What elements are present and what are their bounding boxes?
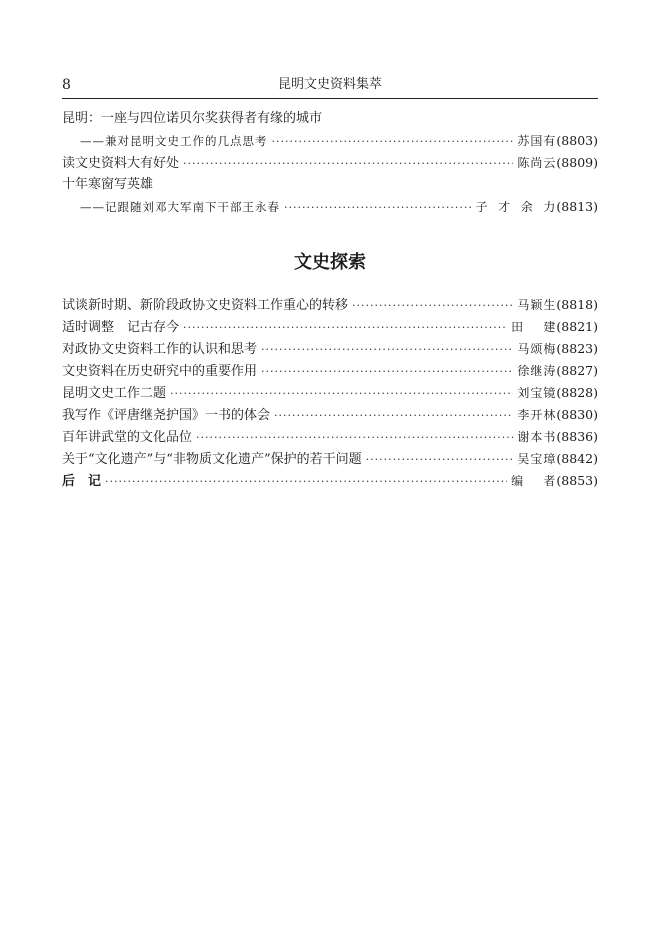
toc-entry-title: ——记跟随刘邓大军南下干部王永春 [80,200,280,214]
toc-entry-page: (8853) [556,473,598,488]
dot-leader [261,339,513,361]
toc-entry [62,360,598,382]
toc-entry-title: 读文史资料大有好处 [62,156,180,171]
dot-leader [196,427,513,449]
toc-entry-author: 李开林 [517,408,557,422]
dot-leader [284,197,472,219]
toc-entry [62,470,598,492]
toc-entry-title: 昆明文史工作二题 [62,386,167,401]
toc-entry [62,448,598,470]
dot-leader [274,405,513,427]
toc-entry [62,426,598,448]
toc-entry-page: (8813) [556,199,598,214]
toc-entry-title: 百年讲武堂的文化品位 [62,430,193,445]
toc-entry-author: 吴宝璋 [517,452,557,466]
toc-entry-title: 文史资料在历史研究中的重要作用 [62,364,258,379]
toc-entry-author: 徐继涛 [517,364,557,378]
dot-leader [170,383,513,405]
toc-entry-page: (8827) [556,363,598,378]
toc-entry-page: (8809) [556,155,598,170]
dot-leader [183,317,507,339]
toc-entry-page: (8803) [556,133,598,148]
toc-entry-author: 田 建 [511,320,557,334]
toc-entry-title: 试谈新时期、新阶段政协文史资料工作重心的转移 [62,298,349,313]
toc-entry-author: 陈尚云 [517,156,557,170]
toc-entry [62,152,598,174]
toc-entry-author: 刘宝镜 [517,386,557,400]
toc-entry-author: 编 者 [511,474,557,488]
toc-entry-page: (8823) [556,341,598,356]
section-heading: 文史探索 [294,252,366,273]
dot-leader [261,361,513,383]
toc-entry [62,294,598,316]
toc-entry-title: 十年寒窗写英雄 [62,177,154,192]
toc-entry-page: (8830) [556,407,598,422]
toc-entry-title: 我写作《评唐继尧护国》一书的体会 [62,408,271,423]
toc-entry-title: 昆明：一座与四位诺贝尔奖获得者有缘的城市 [62,111,323,126]
toc-entry [62,108,598,130]
toc-entry [62,404,598,426]
dot-leader [352,295,513,317]
toc-entry-author: 谢本书 [517,430,557,444]
page-header [62,76,598,99]
toc-part-2 [62,294,598,492]
toc-entry-page: (8836) [556,429,598,444]
toc-entry-title: 对政协文史资料工作的认识和思考 [62,342,258,357]
dot-leader [366,449,514,471]
toc-entry-title: ——兼对昆明文史工作的几点思考 [80,134,268,148]
toc-entry [62,196,598,218]
toc-entry-title: 适时调整 记古存今 [62,320,180,335]
toc-entry [62,338,598,360]
toc-entry [62,316,598,338]
toc-entry-author: 马颖生 [517,298,557,312]
toc-entry-title: 关于“文化遗产”与“非物质文化遗产”保护的若干问题 [62,452,362,467]
toc-entry [62,174,598,196]
toc-entry [62,382,598,404]
dot-leader [272,131,514,153]
dot-leader [105,471,507,493]
toc-entry-page: (8842) [556,451,598,466]
toc-entry-title: 后 记 [62,474,102,489]
toc-entry [62,130,598,152]
running-title: 昆明文史资料集萃 [277,77,382,92]
toc-entry-page: (8818) [556,297,598,312]
toc-entry-author: 子 才 余 力 [475,200,557,214]
toc-entry-page: (8828) [556,385,598,400]
toc-entry-author: 苏国有 [517,134,557,148]
page-number: 8 [62,77,71,93]
toc-part-1 [62,108,598,218]
toc-entry-author: 马颂梅 [517,342,557,356]
toc-entry-page: (8821) [556,319,598,334]
dot-leader [183,153,513,175]
